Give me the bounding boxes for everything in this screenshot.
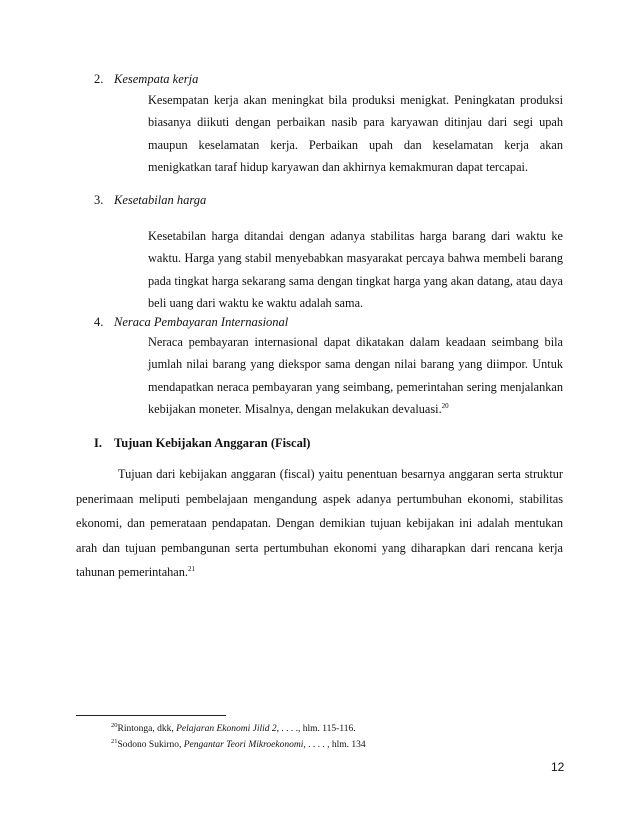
footnote-author: Rintonga, dkk, xyxy=(117,724,177,734)
footnote-citation: , . . . . , hlm. 134 xyxy=(303,740,366,750)
footnote-book-title: Pelajaran Ekonomi Jilid 2 xyxy=(176,724,277,734)
list-item-number: 3. xyxy=(94,193,104,207)
footnote-marker: 21 xyxy=(111,737,118,745)
footnote-author: Sodono Sukirno, xyxy=(117,740,184,750)
list-item-number: 2. xyxy=(94,72,104,86)
list-item-number: 4. xyxy=(94,315,104,329)
paragraph-text: Neraca pembayaran internasional dapat dikatakan dalam keadaan seimbang bila jumlah nilai barang yang diekspor sama dengan nilai barang yang diimpor. Untuk mendapatkan neraca pembayaran yang seimbang, pemerintahan sering menjalankan kebijakan moneter. Misalnya, dengan melakukan devaluasi. xyxy=(148,335,563,416)
list-item-title: Neraca Pembayaran Internasional xyxy=(114,315,289,329)
footnote-marker: 20 xyxy=(111,721,118,729)
list-item-title: Kesetabilan harga xyxy=(114,193,207,207)
footnote xyxy=(111,737,366,750)
section-title: Tujuan Kebijakan Anggaran (Fiscal) xyxy=(114,436,311,450)
list-item-heading xyxy=(94,72,198,87)
list-item-paragraph: Kesempatan kerja akan meningkat bila produksi menigkat. Peningkatan produksi biasanya diikuti dengan perbaikan nasib para karyawan ditinjau dari segi upah maupun keselamatan kerja. Perbaikan upah dan keselamatan kerja akan menigkatkan taraf hidup karyawan dan akhirnya kemakmuran dapat tercapai. xyxy=(148,93,563,174)
footnote-book-title: Pengantar Teori Mikroekonomi xyxy=(183,740,304,750)
list-item-heading xyxy=(94,315,288,330)
section-heading xyxy=(94,436,310,451)
footnote-reference[interactable]: 20 xyxy=(441,401,449,410)
list-item-paragraph: Kesetabilan harga ditandai dengan adanya stabilitas harga barang dari waktu ke waktu. Harga yang stabil menyebabkan masyarakat percaya bahwa membeli barang pada tingkat harga sekarang sama dengan tingkat harga yang akan datang, atau daya beli uang dari waktu ke waktu adalah sama. xyxy=(148,229,563,310)
footnote-divider xyxy=(76,715,226,716)
section-number: I. xyxy=(94,436,102,450)
page-number: 12 xyxy=(551,760,565,774)
footnote-reference[interactable]: 21 xyxy=(188,564,195,573)
list-item-title: Kesempata kerja xyxy=(114,72,199,86)
section-paragraph xyxy=(76,462,563,585)
paragraph-text: Tujuan dari kebijakan anggaran (fiscal) yaitu penentuan besarnya anggaran serta struktur penerimaan meliputi pembelajaan mengandung aspek adanya pertumbuhan ekonomi, stabilitas ekonomi, dan pemerataan pendapatan. Dengan demikian tujuan kebijakan ini adalah mentukan arah dan tujuan pembangunan serta pertumbuhan ekonomi yang diharapkan dari rencana kerja tahunan pemerintahan. xyxy=(76,467,563,579)
list-item-paragraph xyxy=(148,331,563,420)
footnote xyxy=(111,721,356,734)
footnote-citation: , . . . ., hlm. 115-116. xyxy=(276,724,356,734)
list-item-heading xyxy=(94,193,206,208)
